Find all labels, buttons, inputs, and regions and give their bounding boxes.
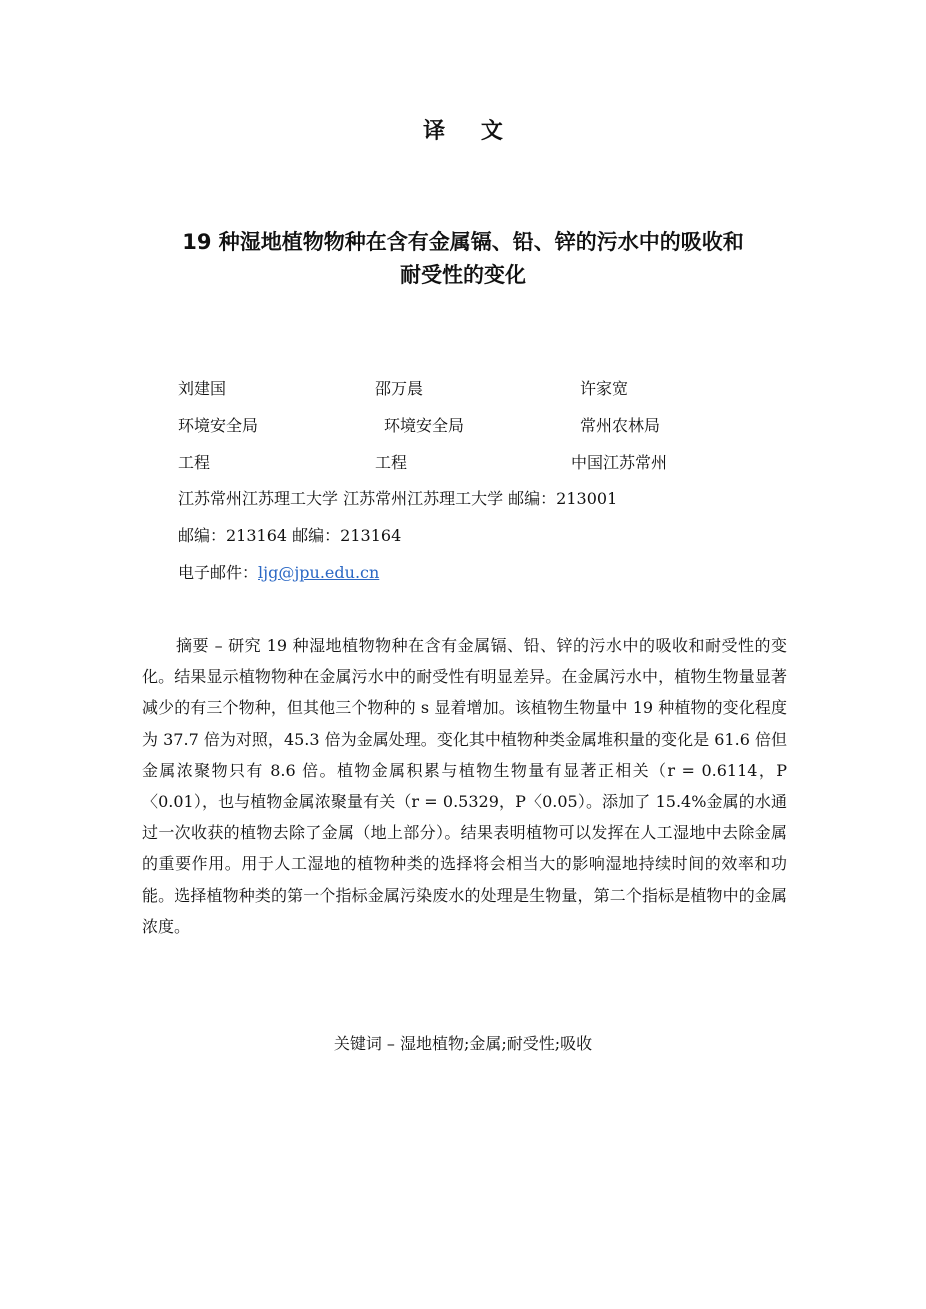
author-affiliation-2: 环境安全局 — [384, 416, 465, 435]
keywords-line: 关键词 – 湿地植物;金属;耐受性;吸收 — [333, 1034, 593, 1053]
author-department-2: 工程 — [375, 453, 408, 472]
email-line — [178, 563, 379, 583]
author-department-3: 中国江苏常州 — [571, 453, 668, 472]
paper-title-line-2: 耐受性的变化 — [400, 263, 526, 287]
author-postcode-line: 邮编：213164 邮编：213164 — [178, 526, 402, 545]
author-name-3: 许家宽 — [580, 379, 629, 398]
email-link[interactable]: ljg@jpu.edu.cn — [258, 563, 380, 582]
author-department-1: 工程 — [178, 453, 211, 472]
author-affiliation-1: 环境安全局 — [178, 416, 259, 435]
paper-title — [100, 226, 826, 292]
abstract-paragraph: 摘要 – 研究 19 种湿地植物物种在含有金属镉、铅、锌的污水中的吸收和耐受性的变化。结果显示植物物种在金属污水中的耐受性有明显差异。在金属污水中，植物生物量显著减少的有三个物种，但其他三个物种的 s 显着增加。该植物生物量中 19 种植物的变化程度为 37.7 倍为对照，45.3 倍为金属处理。变化其中植物种类金属堆积量的变化是 61.6 倍但金属浓聚物只有 8.6 倍。植物金属积累与植物生物量有显著正相关（r = 0.6114，P〈0.01），也与植物金属浓聚量有关（r = 0.5329，P〈0.05）。添加了 15.4%金属的水通过一次收获的植物去除了金属（地上部分）。结果表明植物可以发挥在人工湿地中去除金属的重要作用。用于人工湿地的植物种类的选择将会相当大的影响湿地持续时间的效率和功能。选择植物种类的第一个指标金属污染废水的处理是生物量，第二个指标是植物中的金属浓度。 — [142, 636, 787, 936]
document-title: 译 文 — [423, 119, 517, 144]
author-affiliation-3: 常州农林局 — [580, 416, 661, 435]
author-address-line: 江苏常州江苏理工大学 江苏常州江苏理工大学 邮编：213001 — [178, 489, 618, 508]
author-name-2: 邵万晨 — [375, 379, 424, 398]
paper-title-line-1: 19 种湿地植物物种在含有金属镉、铅、锌的污水中的吸收和 — [182, 230, 744, 254]
email-label: 电子邮件： — [178, 563, 259, 582]
author-name-1: 刘建国 — [178, 379, 227, 398]
